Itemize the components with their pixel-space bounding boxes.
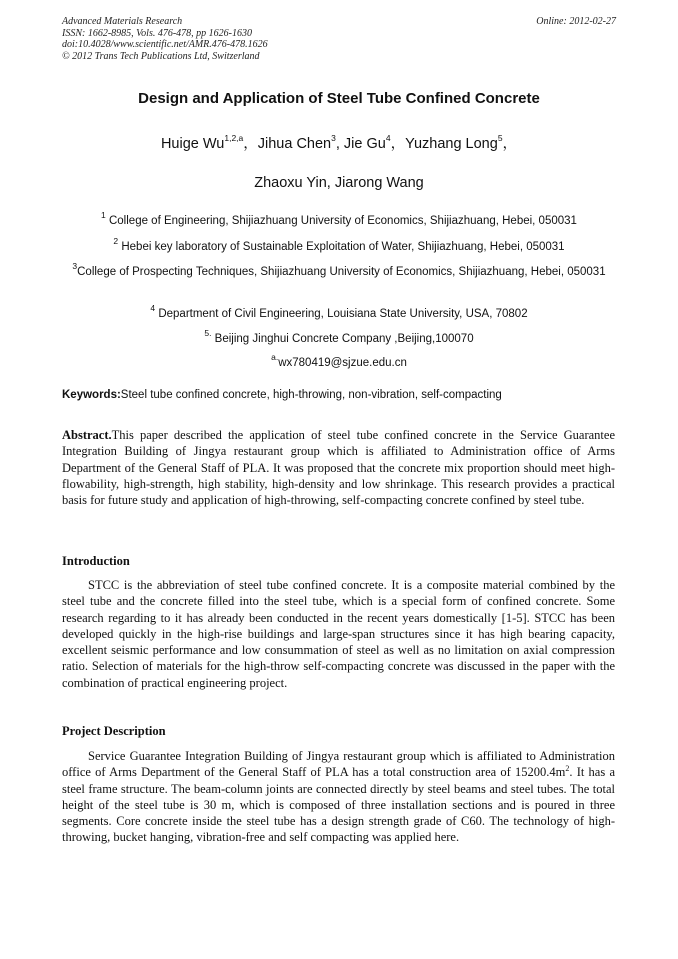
project-text-b: . It has a steel frame structure. The beam-column joints are connected directly by steel beams and steel tubes. The total height of the steel tube is 30 m, which is composed of three installation sections and is poured in three segments. Core concrete inside the steel tube has a design strength grade of C60. The technology of high-throwing, bucket hanging, vibration-free and self compacting was applied here. — [62, 765, 615, 845]
author-name: Jihua Chen — [257, 136, 332, 152]
author-name: Huige Wu — [160, 136, 225, 152]
affiliation-text: Hebei key laboratory of Sustainable Exploitation of Water, Shijiazhuang, Hebei, 050031 — [121, 240, 565, 253]
author-separator: ， — [390, 136, 406, 152]
online-date: Online: 2012-02-27 — [536, 16, 616, 27]
copyright-line: © 2012 Trans Tech Publications Ltd, Switzerland — [62, 50, 260, 62]
journal-name: Advanced Materials Research — [62, 16, 183, 27]
affiliation-4 — [62, 300, 616, 323]
author-sup: 1,2,a — [224, 133, 244, 144]
affiliation-2 — [62, 233, 616, 256]
author-name: Jie Gu — [343, 136, 386, 152]
project-text-a: Service Guarantee Integration Building of Jingya restaurant group which is affiliated to Administration office of Arms Department of the General Staff of PLA has a total construction area of 15200.4m — [62, 749, 615, 780]
author-separator: ， — [502, 136, 518, 152]
author-line-2: Zhaoxu Yin, Jiarong Wang — [254, 175, 424, 191]
affiliation-text: Department of Civil Engineering, Louisiana State University, USA, 70802 — [158, 307, 528, 320]
issn-line: ISSN: 1662-8985, Vols. 476-478, pp 1626-1630 — [62, 27, 252, 39]
affiliation-text: College of Prospecting Techniques, Shijiazhuang University of Economics, Shijiazhuang, Hebei, 050031 — [77, 265, 606, 278]
abstract-paragraph — [62, 427, 615, 508]
introduction-heading: Introduction — [62, 554, 130, 568]
affiliation-email — [62, 349, 616, 372]
introduction-paragraph — [62, 577, 615, 691]
affiliation-text: Beijing Jinghui Concrete Company ,Beijing,100070 — [211, 332, 474, 345]
superscript: 2 — [565, 764, 570, 774]
affiliation-text: College of Engineering, Shijiazhuang University of Economics, Shijiazhuang, Hebei, 050031 — [108, 214, 577, 227]
keywords-line — [62, 389, 616, 401]
abstract-label: Abstract. — [62, 428, 112, 442]
paper-title: Design and Application of Steel Tube Confined Concrete — [138, 90, 540, 107]
keywords-label: Keywords: — [62, 389, 121, 401]
author-sup: 4 — [385, 133, 391, 144]
email-text: wx780419@sjzue.edu.cn — [278, 356, 407, 369]
keywords-text: Steel tube confined concrete, high-throwing, non-vibration, self-compacting — [120, 389, 502, 401]
journal-header — [62, 16, 268, 62]
affiliation-1 — [62, 207, 616, 230]
abstract-text: This paper described the application of steel tube confined concrete in the Service Guarantee Integration Building of Jingya restaurant group which is affiliated to Administration office of Arms Department of the General Staff of PLA. It was proposed that the concrete mix proportion should meet high-flowability, high-strength, high stability, high-density and low shrinkage. This research provides a practical basis for future study and application of high-throwing, self-compacting concrete confined by steel tube. — [62, 428, 615, 508]
affiliation-3 — [62, 258, 616, 281]
affiliation-sup: 4 — [150, 303, 156, 313]
author-separator: , — [335, 136, 344, 152]
author-sup: 3 — [331, 133, 336, 144]
affiliation-5 — [62, 325, 616, 348]
author-name: Yuzhang Long — [405, 136, 498, 152]
affiliation-sup: 5. — [204, 328, 212, 338]
project-paragraph — [62, 748, 615, 846]
author-sup: 5 — [497, 133, 503, 144]
project-heading: Project Description — [62, 724, 166, 738]
author-separator: ， — [243, 136, 258, 152]
affiliation-sup: a. — [271, 352, 279, 362]
affiliation-sup: 3 — [72, 261, 78, 271]
affiliation-sup: 1 — [101, 210, 106, 220]
doi-line: doi:10.4028/www.scientific.net/AMR.476-478.1626 — [62, 39, 268, 50]
affiliation-sup: 2 — [113, 236, 119, 246]
author-line-1 — [0, 132, 678, 153]
introduction-text: STCC is the abbreviation of steel tube confined concrete. It is a composite material combined by the steel tube and the concrete filled into the steel tube, which is a special form of confined concrete. Some research regarding to it has already been conducted in the recent years domestically [1-5]. STCC has been developed quickly in the high-rise buildings and large-span structures since it has high bearing capacity, excellent seismic performance and low consummation of steel as well as no limitation on axial compression ratio. Selection of materials for the high-throw self-compacting concrete was discussed in the paper with the combination of practical engineering project. — [62, 578, 615, 690]
